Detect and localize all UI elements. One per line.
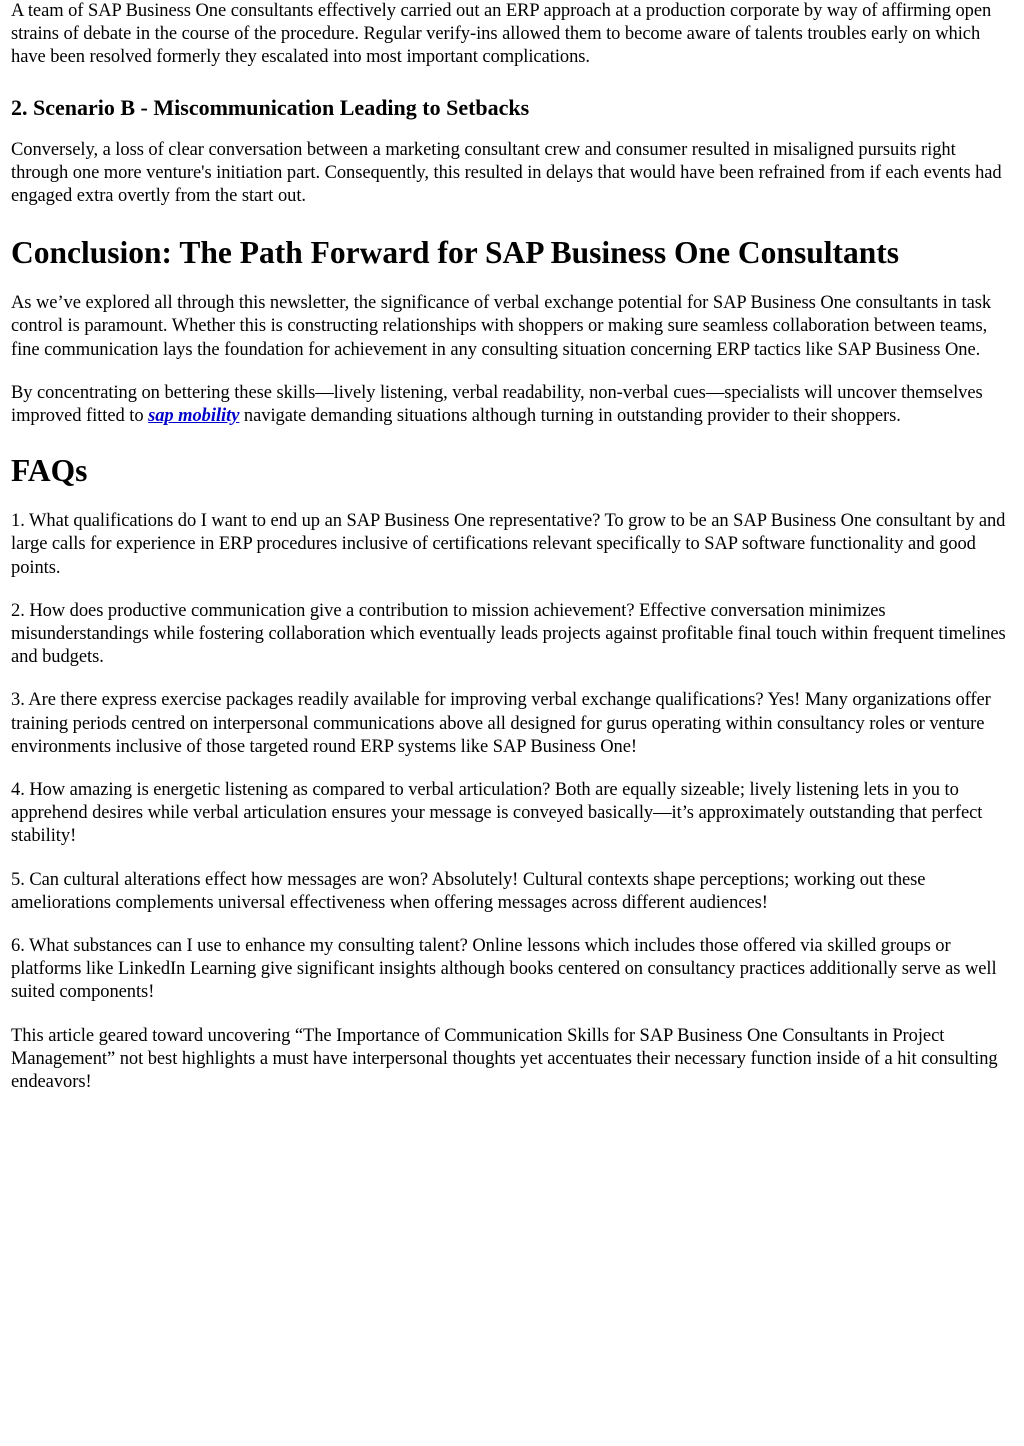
faq-item: 2. How does productive communication give a contribution to mission achievement? Effective conversation minimizes misunderstandings while fostering collaboration which eventually leads projects against profitable final touch within frequent timelines and budgets.	[11, 600, 1006, 668]
faqs-heading: FAQs	[11, 453, 88, 489]
article-body	[11, 0, 1013, 1094]
conclusion-heading: Conclusion: The Path Forward for SAP Business One Consultants	[11, 235, 899, 271]
scenario-b-paragraph: Conversely, a loss of clear conversation between a marketing consultant crew and consumer resulted in misaligned pursuits right through one more venture's initiation part. Consequently, this resulted in delays that would have been refrained from if each events had engaged extra overtly from the start out.	[11, 139, 1002, 207]
faq-item: 1. What qualifications do I want to end up an SAP Business One representative? To grow to be an SAP Business One consultant by and large calls for experience in ERP procedures inclusive of certifications relevant specifically to SAP software functionality and good points.	[11, 511, 1006, 578]
conclusion-paragraph-2-start: By concentrating on bettering these skills—lively listening, verbal readability, non-verbal cues—specialists will uncover themselves improved fitted to	[11, 382, 983, 427]
faq-item: 4. How amazing is energetic listening as compared to verbal articulation? Both are equally sizeable; lively listening lets in you to apprehend desires while verbal articulation ensures your message is conveyed basically—it’s approximately outstanding that perfect stability!	[11, 780, 983, 847]
conclusion-paragraph-2	[11, 382, 1013, 428]
scenario-b-heading: 2. Scenario B - Miscommunication Leading to Setbacks	[11, 94, 530, 120]
intro-paragraph: A team of SAP Business One consultants effectively carried out an ERP approach at a production corporate by way of affirming open strains of debate in the course of the procedure. Regular verify-ins allowed them to become aware of talents troubles early on which have been resolved formerly they escalated into most important complications.	[11, 1, 992, 68]
closing-paragraph: This article geared toward uncovering “The Importance of Communication Skills for SAP Business One Consultants in Project Management” not best highlights a must have interpersonal thoughts yet accentuates their necessary function inside of a hit consulting endeavors!	[11, 1025, 998, 1093]
conclusion-paragraph-2-end: navigate demanding situations although turning in outstanding provider to their shoppers.	[239, 406, 901, 427]
faq-item: 6. What substances can I use to enhance my consulting talent? Online lessons which includes those offered via skilled groups or platforms like LinkedIn Learning give significant insights although books centered on consultancy practices additionally serve as well suited components!	[11, 936, 997, 1003]
faq-item: 3. Are there express exercise packages readily available for improving verbal exchange qualifications? Yes! Many organizations offer training periods centred on interpersonal communications above all designed for gurus operating within consultancy roles or venture environments inclusive of those targeted round ERP systems like SAP Business One!	[11, 690, 991, 757]
conclusion-paragraph-1: As we’ve explored all through this newsletter, the significance of verbal exchange potential for SAP Business One consultants in task control is paramount. Whether this is constructing relationships with shoppers or making sure seamless collaboration between teams, fine communication lays the foundation for achievement in any consulting situation concerning ERP tactics like SAP Business One.	[11, 293, 992, 360]
faq-item: 5. Can cultural alterations effect how messages are won? Absolutely! Cultural contexts shape perceptions; working out these ameliorations complements universal effectiveness when offering messages across different audiences!	[11, 869, 926, 913]
sap-mobility-link[interactable]: sap mobility	[148, 406, 240, 427]
